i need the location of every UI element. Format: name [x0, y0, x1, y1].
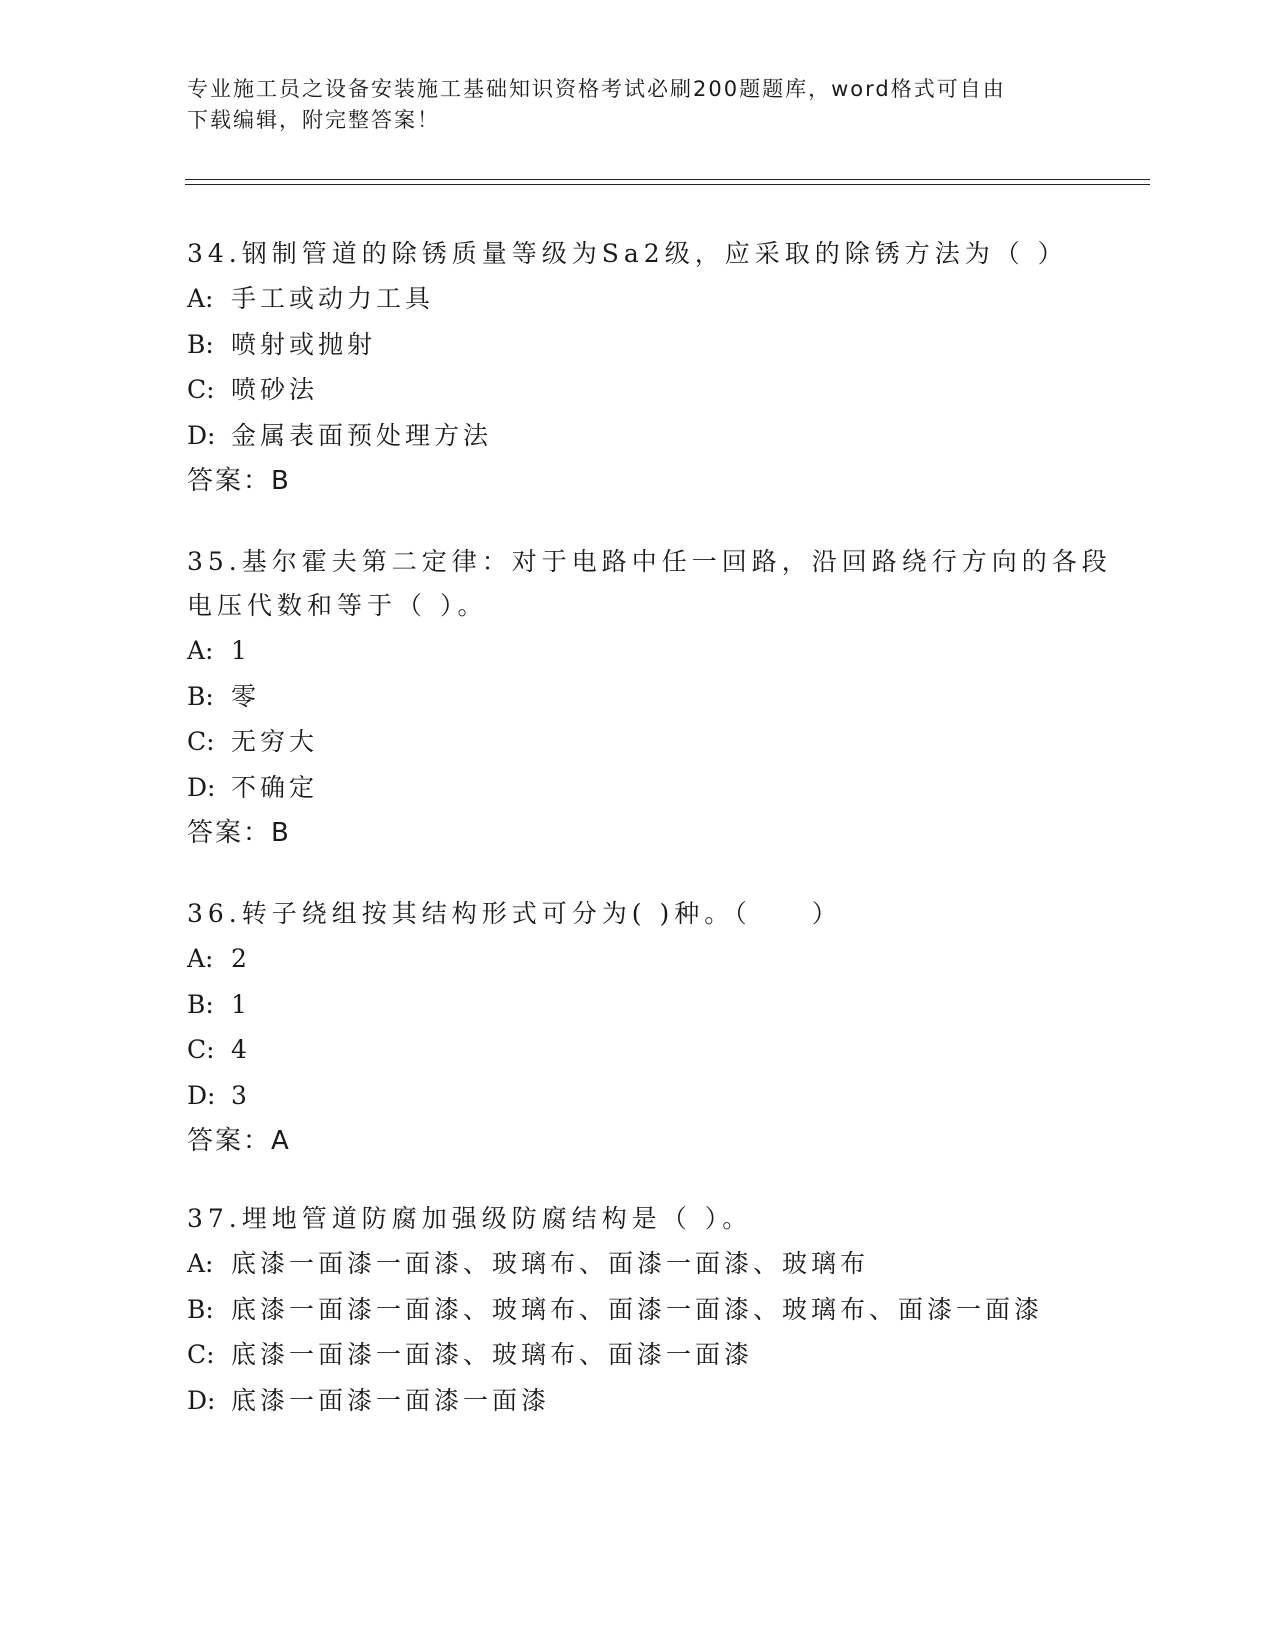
option-letter: B:: [187, 329, 214, 359]
option-text: 手工或动力工具: [231, 284, 435, 313]
option-letter: B:: [187, 1294, 214, 1324]
question-37: [187, 1197, 1117, 1423]
option-text: 无穷大: [231, 727, 319, 756]
option-text: 喷砂法: [231, 375, 319, 404]
option-letter: C:: [187, 1035, 215, 1064]
question-text: 34.钢制管道的除锈质量等级为Sa2级，应采取的除锈方法为（ ）: [187, 239, 1068, 268]
option-text: 底漆一面漆一面漆、玻璃布、面漆一面漆、玻璃布: [231, 1249, 870, 1278]
question-35: [187, 540, 1117, 856]
option-a: [187, 936, 1117, 982]
option-text: 不确定: [231, 772, 319, 802]
option-text: 1: [231, 989, 251, 1019]
option-c: [187, 1332, 1117, 1378]
question-text: 37.埋地管道防腐加强级防腐结构是（ ）。: [187, 1204, 753, 1233]
option-d: [187, 413, 1117, 459]
option-letter: C:: [187, 727, 215, 756]
option-letter: D:: [187, 1080, 216, 1110]
option-letter: D:: [187, 772, 216, 802]
option-text: 底漆一面漆一面漆、玻璃布、面漆一面漆: [231, 1340, 754, 1369]
option-d: [187, 765, 1117, 811]
option-letter: D:: [187, 1385, 216, 1415]
option-text: 底漆一面漆一面漆一面漆: [231, 1385, 551, 1415]
option-c: [187, 367, 1117, 413]
option-b: [187, 322, 1117, 368]
option-letter: A:: [187, 636, 214, 665]
option-text: 金属表面预处理方法: [231, 420, 493, 450]
option-letter: C:: [187, 1340, 215, 1369]
option-a: [187, 1241, 1117, 1287]
header-divider-top: [185, 179, 1150, 180]
question-text-line-1: 35.基尔霍夫第二定律：对于电路中任一回路，沿回路绕行方向的各段: [187, 547, 1112, 576]
question-text: 36.转子绕组按其结构形式可分为( )种。（ ）: [187, 899, 842, 928]
option-text: 零: [231, 681, 261, 711]
option-d: [187, 1378, 1117, 1424]
option-text: 喷射或抛射: [231, 329, 377, 359]
option-letter: A:: [187, 1249, 214, 1278]
option-b: [187, 982, 1117, 1028]
option-letter: B:: [187, 681, 214, 711]
document-header: [187, 74, 1087, 136]
option-b: [187, 674, 1117, 720]
option-text: 2: [231, 944, 251, 973]
option-text: 1: [231, 636, 251, 665]
option-b: [187, 1287, 1117, 1333]
question-text-line-2: 电压代数和等于（ ）。: [187, 591, 488, 620]
answer-line: 答案：A: [187, 1126, 291, 1156]
option-c: [187, 1027, 1117, 1073]
header-line-2: 下载编辑，附完整答案！: [187, 108, 440, 132]
option-letter: D:: [187, 420, 216, 450]
question-36: [187, 892, 1117, 1164]
option-a: [187, 276, 1117, 322]
option-d: [187, 1073, 1117, 1119]
header-divider-bottom: [185, 184, 1150, 185]
answer-line: 答案：B: [187, 466, 291, 496]
option-a: [187, 628, 1117, 674]
option-text: 4: [231, 1035, 251, 1064]
option-letter: A:: [187, 284, 214, 313]
option-text: 底漆一面漆一面漆、玻璃布、面漆一面漆、玻璃布、面漆一面漆: [231, 1294, 1044, 1324]
option-c: [187, 719, 1117, 765]
header-line-1: 专业施工员之设备安装施工基础知识资格考试必刷200题题库，word格式可自由: [187, 77, 1006, 101]
question-34: [187, 232, 1117, 504]
option-text: 3: [231, 1080, 251, 1110]
option-letter: A:: [187, 944, 214, 973]
option-letter: C:: [187, 375, 215, 404]
answer-line: 答案：B: [187, 818, 291, 848]
option-letter: B:: [187, 989, 214, 1019]
